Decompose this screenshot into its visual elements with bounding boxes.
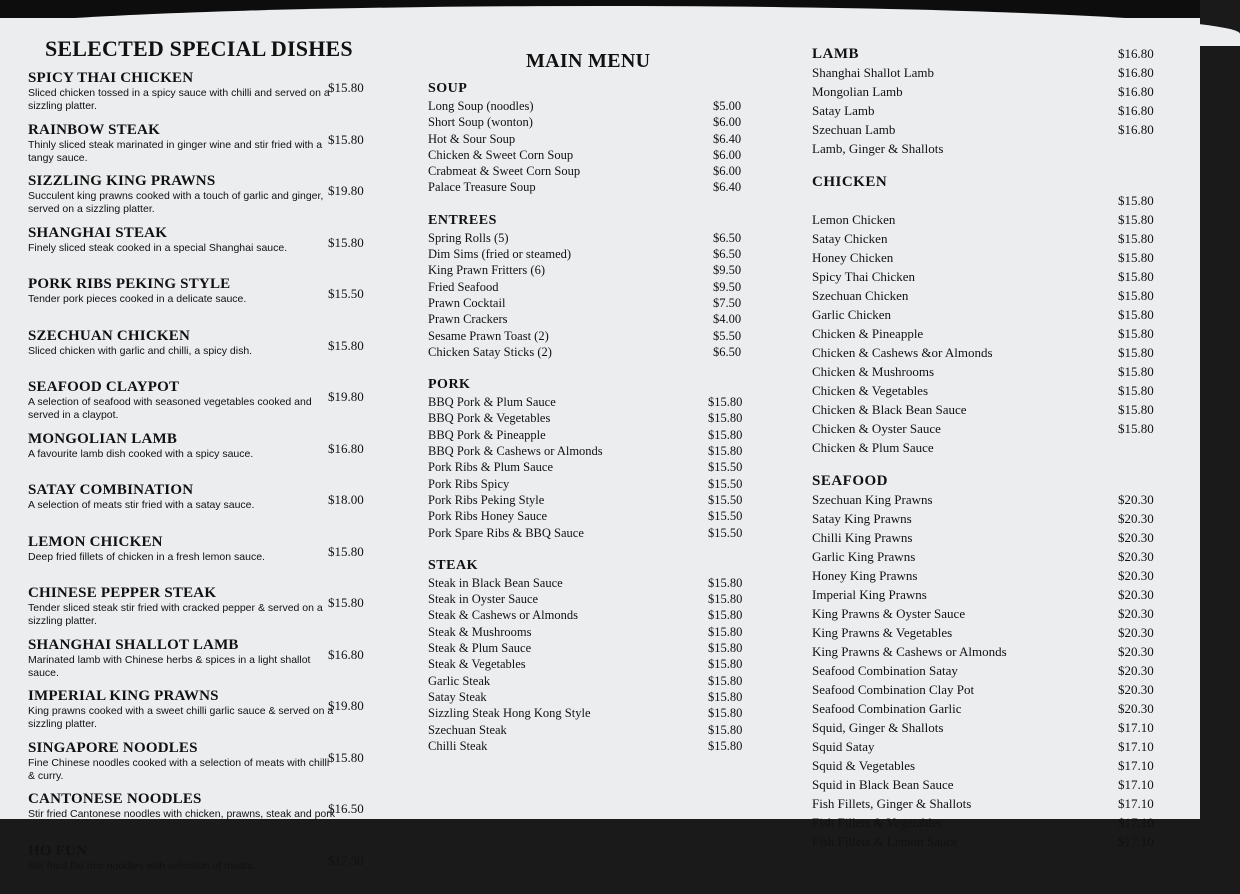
menu-item — [812, 364, 1182, 383]
item-name: Honey Chicken — [812, 250, 893, 265]
dish-description: Deep fried fillets of chicken in a fresh lemon sauce. — [28, 551, 338, 564]
item-name: Steak & Cashews or Almonds — [428, 608, 578, 622]
section-heading-seafood: SEAFOOD — [812, 473, 1182, 490]
item-name: Hot & Sour Soup — [428, 132, 515, 146]
item-price: $15.80 — [708, 411, 742, 426]
dish-price: $19.80 — [328, 389, 364, 405]
item-price: $17.10 — [1118, 777, 1154, 793]
dish-description: A selection of seafood with seasoned vegetables cooked and served in a claypot. — [28, 396, 338, 422]
item-name: Szechuan King Prawns — [812, 492, 933, 507]
item-name: Lemon Chicken — [812, 212, 895, 227]
item-name: Seafood Combination Satay — [812, 663, 958, 678]
special-dish — [28, 431, 378, 483]
menu-item — [812, 193, 1182, 212]
menu-item — [428, 280, 758, 296]
item-name: Chicken & Vegetables — [812, 383, 928, 398]
item-name: Pork Spare Ribs & BBQ Sauce — [428, 526, 584, 540]
item-price: $15.50 — [708, 526, 742, 541]
item-name: Crabmeat & Sweet Corn Soup — [428, 164, 580, 178]
item-name: Fish Fillets, Ginger & Shallots — [812, 796, 971, 811]
item-price: $15.80 — [708, 690, 742, 705]
item-name: Szechuan Chicken — [812, 288, 908, 303]
dish-name: RAINBOW STEAK — [28, 122, 378, 139]
item-price: $17.10 — [1118, 720, 1154, 736]
item-price: $16.80 — [1118, 44, 1154, 63]
item-price: $20.30 — [1118, 663, 1154, 679]
special-dish — [28, 70, 378, 122]
menu-item — [428, 148, 758, 164]
item-price: $6.50 — [713, 231, 741, 246]
menu-item — [812, 402, 1182, 421]
item-price: $6.00 — [713, 115, 741, 130]
menu-item — [812, 326, 1182, 345]
dish-description: Tender sliced steak stir fried with cracked pepper & served on a sizzling platter. — [28, 602, 338, 628]
menu-item — [812, 84, 1182, 103]
dish-name: SHANGHAI SHALLOT LAMB — [28, 637, 378, 654]
dish-name: CHINESE PEPPER STEAK — [28, 585, 378, 602]
dish-description: A selection of meats stir fried with a satay sauce. — [28, 499, 338, 512]
menu-item — [428, 132, 758, 148]
item-price: $17.10 — [1118, 739, 1154, 755]
item-price: $15.80 — [708, 739, 742, 754]
item-name: Seafood Combination Garlic — [812, 701, 961, 716]
section-chicken — [812, 174, 1182, 459]
main-menu-sections — [428, 81, 758, 755]
dish-description: Stir fried flat rice noodles with selection of meats. — [28, 860, 338, 873]
item-price: $4.00 — [713, 312, 741, 327]
item-price: $15.50 — [708, 509, 742, 524]
item-name: Chicken & Mushrooms — [812, 364, 934, 379]
dish-description: Sliced chicken tossed in a spicy sauce with chilli and served on a sizzling platter. — [28, 87, 338, 113]
dish-name: HO FUN — [28, 843, 378, 860]
menu-item — [428, 247, 758, 263]
menu-item — [812, 739, 1182, 758]
item-name: King Prawns & Vegetables — [812, 625, 952, 640]
item-name: BBQ Pork & Plum Sauce — [428, 395, 556, 409]
dish-price: $15.80 — [328, 235, 364, 251]
item-name: Satay Chicken — [812, 231, 887, 246]
item-name: Fish Fillets & Lemon Sauce — [812, 834, 958, 849]
item-price: $20.30 — [1118, 492, 1154, 508]
menu-item — [428, 312, 758, 328]
item-name: Steak & Vegetables — [428, 657, 526, 671]
item-name: BBQ Pork & Vegetables — [428, 411, 550, 425]
item-name: Steak in Oyster Sauce — [428, 592, 538, 606]
item-price: $15.80 — [1118, 383, 1154, 399]
item-price: $20.30 — [1118, 549, 1154, 565]
item-name: Sesame Prawn Toast (2) — [428, 329, 549, 343]
item-price: $15.80 — [708, 625, 742, 640]
menu-item — [812, 511, 1182, 530]
menu-item — [812, 644, 1182, 663]
dish-description: Sliced chicken with garlic and chilli, a spicy dish. — [28, 345, 338, 358]
dish-name: MONGOLIAN LAMB — [28, 431, 378, 448]
menu-item — [428, 723, 758, 739]
dish-description: Thinly sliced steak marinated in ginger wine and stir fried with a tangy sauce. — [28, 139, 338, 165]
item-price: $20.30 — [1118, 511, 1154, 527]
item-name: King Prawns & Cashews or Almonds — [812, 644, 1007, 659]
item-price: $17.10 — [1118, 834, 1154, 850]
item-name: Mongolian Lamb — [812, 84, 903, 99]
menu-item — [428, 115, 758, 131]
menu-item — [812, 720, 1182, 739]
dish-description: Fine Chinese noodles cooked with a selection of meats with chilli & curry. — [28, 757, 338, 783]
dish-name: SPICY THAI CHICKEN — [28, 70, 378, 87]
item-price: $20.30 — [1118, 701, 1154, 717]
menu-item — [812, 288, 1182, 307]
item-price: $15.80 — [708, 608, 742, 623]
dish-price: $19.80 — [328, 183, 364, 199]
dish-price: $16.80 — [328, 441, 364, 457]
dish-description: King prawns cooked with a sweet chilli garlic sauce & served on a sizzling platter. — [28, 705, 338, 731]
menu-item — [812, 421, 1182, 440]
menu-item — [812, 307, 1182, 326]
item-name: Steak & Mushrooms — [428, 625, 531, 639]
menu-item — [428, 180, 758, 196]
dish-price: $19.80 — [328, 698, 364, 714]
item-price: $15.80 — [708, 592, 742, 607]
menu-item — [812, 65, 1182, 84]
menu-item — [812, 212, 1182, 231]
menu-item — [812, 568, 1182, 587]
menu-item — [812, 834, 1182, 853]
item-name: Shanghai Shallot Lamb — [812, 65, 934, 80]
menu-item — [428, 411, 758, 427]
item-price: $15.80 — [1118, 250, 1154, 266]
dish-price: $16.50 — [328, 801, 364, 817]
item-price: $5.00 — [713, 99, 741, 114]
menu-item — [428, 296, 758, 312]
dish-price: $15.80 — [328, 132, 364, 148]
item-price: $16.80 — [1118, 63, 1154, 82]
dish-price: $17.30 — [328, 853, 364, 869]
special-dish — [28, 740, 378, 792]
menu-item — [428, 477, 758, 493]
menu-item — [812, 587, 1182, 606]
dish-price: $15.80 — [328, 80, 364, 96]
item-price: $15.80 — [708, 706, 742, 721]
item-name: BBQ Pork & Cashews or Almonds — [428, 444, 603, 458]
dish-name: SZECHUAN CHICKEN — [28, 328, 378, 345]
menu-item — [428, 608, 758, 624]
menu-item — [812, 530, 1182, 549]
item-name: Chicken & Cashews &or Almonds — [812, 345, 993, 360]
item-price: $15.80 — [1118, 269, 1154, 285]
item-price: $9.50 — [713, 263, 741, 278]
item-price: $15.50 — [708, 477, 742, 492]
specials-title: SELECTED SPECIAL DISHES — [45, 36, 378, 62]
item-name: Lamb, Ginger & Shallots — [812, 141, 943, 156]
item-name: Pork Ribs & Plum Sauce — [428, 460, 553, 474]
item-price: $15.80 — [708, 641, 742, 656]
menu-item — [812, 250, 1182, 269]
right-menu-sections — [812, 46, 1182, 853]
item-name: Steak & Plum Sauce — [428, 641, 531, 655]
item-price: $6.00 — [713, 164, 741, 179]
item-price: $15.80 — [1118, 288, 1154, 304]
item-name: King Prawns & Oyster Sauce — [812, 606, 965, 621]
item-name: Sizzling Steak Hong Kong Style — [428, 706, 591, 720]
menu-item — [812, 682, 1182, 701]
item-price: $15.80 — [708, 444, 742, 459]
item-name: Chilli Steak — [428, 739, 487, 753]
dish-name: SEAFOOD CLAYPOT — [28, 379, 378, 396]
item-price: $6.40 — [713, 180, 741, 195]
item-price: $15.80 — [1118, 307, 1154, 323]
dish-name: SATAY COMBINATION — [28, 482, 378, 499]
item-name: Palace Treasure Soup — [428, 180, 536, 194]
item-name: Fried Seafood — [428, 280, 498, 294]
dish-price: $18.00 — [328, 492, 364, 508]
special-dish — [28, 276, 378, 328]
item-name: Pork Ribs Peking Style — [428, 493, 544, 507]
item-price: $6.50 — [713, 247, 741, 262]
item-price: $6.40 — [713, 132, 741, 147]
dish-price: $15.80 — [328, 544, 364, 560]
item-name: Garlic Chicken — [812, 307, 891, 322]
item-price: $15.80 — [708, 576, 742, 591]
menu-item — [428, 428, 758, 444]
menu-item — [428, 739, 758, 755]
item-price: $15.80 — [708, 428, 742, 443]
item-price: $20.30 — [1118, 606, 1154, 622]
item-name: Long Soup (noodles) — [428, 99, 534, 113]
item-name: Garlic Steak — [428, 674, 490, 688]
menu-item — [428, 706, 758, 722]
menu-item — [812, 345, 1182, 364]
dish-name: PORK RIBS PEKING STYLE — [28, 276, 378, 293]
menu-item — [428, 674, 758, 690]
menu-item — [428, 592, 758, 608]
dish-name: IMPERIAL KING PRAWNS — [28, 688, 378, 705]
dish-description: A favourite lamb dish cooked with a spicy sauce. — [28, 448, 338, 461]
item-name: Imperial King Prawns — [812, 587, 927, 602]
section-heading-lamb: LAMB — [812, 46, 1182, 63]
menu-item — [428, 493, 758, 509]
item-price: $16.80 — [1118, 120, 1154, 139]
section-heading-soup: SOUP — [428, 81, 758, 97]
special-dish — [28, 791, 378, 843]
menu-item — [812, 663, 1182, 682]
menu-item — [812, 796, 1182, 815]
item-name: Chicken Satay Sticks (2) — [428, 345, 552, 359]
item-name: Fish Fillets & Vegetables — [812, 815, 943, 830]
section-heading-pork: PORK — [428, 377, 758, 393]
item-name: Squid, Ginger & Shallots — [812, 720, 943, 735]
menu-item — [428, 657, 758, 673]
menu-item — [812, 103, 1182, 122]
section-lamb — [812, 46, 1182, 160]
item-name: Prawn Cocktail — [428, 296, 505, 310]
menu-item — [428, 444, 758, 460]
item-price: $9.50 — [713, 280, 741, 295]
menu-item — [812, 606, 1182, 625]
dish-name: LEMON CHICKEN — [28, 534, 378, 551]
dish-price: $15.50 — [328, 286, 364, 302]
item-price: $20.30 — [1118, 587, 1154, 603]
menu-item — [812, 440, 1182, 459]
menu-item — [812, 549, 1182, 568]
item-price: $15.80 — [1118, 326, 1154, 342]
item-price: $15.80 — [1118, 402, 1154, 418]
item-price: $16.80 — [1118, 101, 1154, 120]
dish-price: $15.80 — [328, 750, 364, 766]
item-name: King Prawn Fritters (6) — [428, 263, 545, 277]
menu-item — [428, 625, 758, 641]
dish-name: SINGAPORE NOODLES — [28, 740, 378, 757]
menu-item — [428, 641, 758, 657]
special-dish — [28, 328, 378, 380]
item-name: Chilli King Prawns — [812, 530, 912, 545]
item-price: $17.10 — [1118, 796, 1154, 812]
special-dish — [28, 482, 378, 534]
item-name: Spring Rolls (5) — [428, 231, 509, 245]
dish-price: $16.80 — [328, 647, 364, 663]
special-dish — [28, 534, 378, 586]
item-name: Short Soup (wonton) — [428, 115, 533, 129]
item-price: $15.80 — [708, 723, 742, 738]
item-price: $17.10 — [1118, 815, 1154, 831]
menu-item — [428, 164, 758, 180]
section-seafood — [812, 473, 1182, 853]
menu-item — [812, 383, 1182, 402]
menu-item — [812, 122, 1182, 141]
special-dish — [28, 122, 378, 174]
item-name: Spicy Thai Chicken — [812, 269, 915, 284]
item-price: $15.80 — [708, 674, 742, 689]
main-menu-title: MAIN MENU — [526, 50, 758, 73]
item-name: Chicken & Pineapple — [812, 326, 923, 341]
specials-column — [28, 36, 378, 894]
special-dish — [28, 379, 378, 431]
item-price: $20.30 — [1118, 682, 1154, 698]
dish-description: Marinated lamb with Chinese herbs & spices in a light shallot sauce. — [28, 654, 338, 680]
menu-item — [812, 492, 1182, 511]
item-name: Squid & Vegetables — [812, 758, 915, 773]
special-dish — [28, 843, 378, 894]
item-price: $20.30 — [1118, 530, 1154, 546]
item-name: Chicken & Sweet Corn Soup — [428, 148, 573, 162]
menu-item — [428, 329, 758, 345]
item-price: $15.50 — [708, 493, 742, 508]
menu-item — [428, 509, 758, 525]
item-price: $15.80 — [1118, 193, 1154, 209]
item-name: Squid in Black Bean Sauce — [812, 777, 954, 792]
item-name: Szechuan Lamb — [812, 122, 895, 137]
dish-description: Stir fried Cantonese noodles with chicken, prawns, steak and pork — [28, 808, 338, 821]
item-price: $7.50 — [713, 296, 741, 311]
special-dish — [28, 585, 378, 637]
specials-list — [28, 70, 378, 894]
dish-name: SIZZLING KING PRAWNS — [28, 173, 378, 190]
item-price: $15.80 — [708, 657, 742, 672]
item-name: Chicken & Black Bean Sauce — [812, 402, 967, 417]
item-price: $15.80 — [1118, 212, 1154, 228]
item-name: BBQ Pork & Pineapple — [428, 428, 546, 442]
menu-item — [428, 576, 758, 592]
item-price: $20.30 — [1118, 644, 1154, 660]
item-name: Pork Ribs Honey Sauce — [428, 509, 547, 523]
item-name: Squid Satay — [812, 739, 874, 754]
item-name: Prawn Crackers — [428, 312, 508, 326]
dish-description: Finely sliced steak cooked in a special Shanghai sauce. — [28, 242, 338, 255]
item-name: Seafood Combination Clay Pot — [812, 682, 974, 697]
menu-item — [428, 263, 758, 279]
dish-price: $15.80 — [328, 595, 364, 611]
menu-item — [812, 815, 1182, 834]
special-dish — [28, 688, 378, 740]
item-name: Steak in Black Bean Sauce — [428, 576, 563, 590]
item-price: $20.30 — [1118, 625, 1154, 641]
item-name: Garlic King Prawns — [812, 549, 915, 564]
item-price: $15.50 — [708, 460, 742, 475]
item-price: $16.80 — [1118, 82, 1154, 101]
dish-name: CANTONESE NOODLES — [28, 791, 378, 808]
item-name: Honey King Prawns — [812, 568, 917, 583]
menu-item — [428, 526, 758, 542]
item-price: $15.80 — [1118, 345, 1154, 361]
menu-item — [812, 758, 1182, 777]
section-heading-entrees: ENTREES — [428, 213, 758, 229]
menu-item — [428, 231, 758, 247]
dish-price: $15.80 — [328, 338, 364, 354]
special-dish — [28, 637, 378, 689]
section-heading-chicken: CHICKEN — [812, 174, 1182, 191]
item-price: $5.50 — [713, 329, 741, 344]
menu-item — [428, 460, 758, 476]
main-menu-column — [428, 50, 758, 755]
item-name: Satay King Prawns — [812, 511, 912, 526]
menu-item — [812, 777, 1182, 796]
item-price: $20.30 — [1118, 568, 1154, 584]
item-price: $6.00 — [713, 148, 741, 163]
item-name: Chicken & Plum Sauce — [812, 440, 934, 455]
menu-item — [812, 231, 1182, 250]
dish-name: SHANGHAI STEAK — [28, 225, 378, 242]
section-heading-steak: STEAK — [428, 558, 758, 574]
menu-item — [428, 345, 758, 361]
item-name: Pork Ribs Spicy — [428, 477, 509, 491]
special-dish — [28, 225, 378, 277]
special-dish — [28, 173, 378, 225]
item-price: $17.10 — [1118, 758, 1154, 774]
item-name: Satay Lamb — [812, 103, 874, 118]
item-name: Chicken & Oyster Sauce — [812, 421, 941, 436]
right-menu-column — [812, 36, 1182, 853]
menu-item — [428, 395, 758, 411]
item-price: $15.80 — [1118, 421, 1154, 437]
dish-description: Tender pork pieces cooked in a delicate sauce. — [28, 293, 338, 306]
item-price: $6.50 — [713, 345, 741, 360]
menu-item — [428, 690, 758, 706]
dish-description: Succulent king prawns cooked with a touch of garlic and ginger, served on a sizzling platter. — [28, 190, 338, 216]
item-price: $15.80 — [1118, 231, 1154, 247]
item-price: $15.80 — [708, 395, 742, 410]
menu-item — [812, 625, 1182, 644]
menu-item — [812, 269, 1182, 288]
menu-item — [428, 99, 758, 115]
item-name: Satay Steak — [428, 690, 487, 704]
menu-item — [812, 701, 1182, 720]
item-name: Dim Sims (fried or steamed) — [428, 247, 571, 261]
menu-item — [812, 141, 1182, 160]
item-price: $15.80 — [1118, 364, 1154, 380]
item-name: Szechuan Steak — [428, 723, 507, 737]
